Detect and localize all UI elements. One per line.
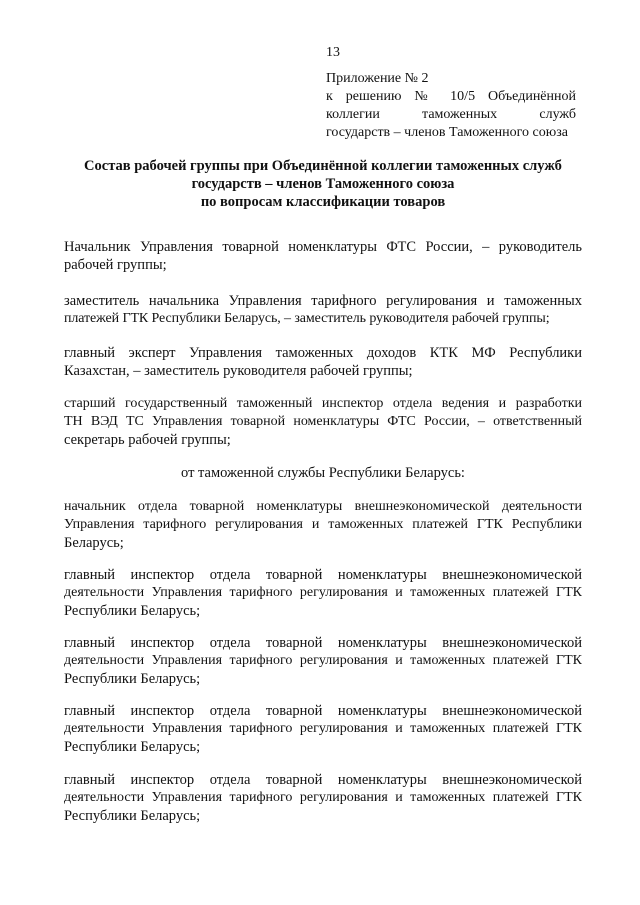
member-paragraph (64, 344, 582, 380)
member-line: Республики Беларусь; (64, 671, 201, 687)
belarus-member-paragraph (64, 702, 582, 756)
member-line: главный эксперт Управления таможенных доходов КТК МФ Республики (64, 345, 582, 361)
appendix-reference (326, 70, 576, 142)
member-paragraph (64, 238, 582, 274)
member-line: деятельности Управления тарифного регулирования и таможенных платежей ГТК (64, 721, 582, 736)
appendix-line: к решению № 10/5 Объединённой (326, 89, 576, 104)
belarus-member-paragraph (64, 634, 582, 688)
member-line: старший государственный таможенный инспектор отдела ведения и разработки (64, 396, 582, 411)
member-line: ТН ВЭД ТС Управления товарной номенклатуры ФТС России, – ответственный (64, 414, 582, 429)
member-line: главный инспектор отдела товарной номенклатуры внешнеэкономической (64, 703, 582, 719)
member-line: главный инспектор отдела товарной номенклатуры внешнеэкономической (64, 635, 582, 651)
member-line: заместитель начальника Управления тарифного регулирования и таможенных (64, 293, 582, 309)
member-line: Начальник Управления товарной номенклатуры ФТС России, – руководитель (64, 239, 582, 255)
member-paragraph (64, 395, 582, 449)
appendix-line: государств – членов Таможенного союза (326, 125, 568, 140)
title-line: по вопросам классификации товаров (200, 194, 446, 210)
section-heading: от таможенной службы Республики Беларусь: (181, 465, 465, 481)
belarus-member-paragraph (64, 566, 582, 620)
title-line: Состав рабочей группы при Объединённой коллегии таможенных служб (84, 158, 562, 174)
document-title (64, 157, 582, 211)
member-line: главный инспектор отдела товарной номенклатуры внешнеэкономической (64, 772, 582, 788)
member-line: деятельности Управления тарифного регулирования и таможенных платежей ГТК (64, 585, 582, 600)
member-line: деятельности Управления тарифного регулирования и таможенных платежей ГТК (64, 790, 582, 805)
member-line: секретарь рабочей группы; (64, 432, 231, 448)
page-number: 13 (326, 45, 340, 60)
belarus-member-paragraph (64, 498, 582, 552)
appendix-line: коллегии таможенных служб (326, 107, 576, 122)
member-line: Республики Беларусь; (64, 808, 201, 824)
member-line: платежей ГТК Республики Беларусь, – заместитель руководителя рабочей группы; (64, 311, 550, 326)
title-line: государств – членов Таможенного союза (191, 176, 455, 192)
member-line: главный инспектор отдела товарной номенклатуры внешнеэкономической (64, 567, 582, 583)
member-line: рабочей группы; (64, 257, 167, 273)
member-line: Республики Беларусь; (64, 739, 201, 755)
appendix-line: Приложение № 2 (326, 71, 429, 86)
member-line: Казахстан, – заместитель руководителя рабочей группы; (64, 363, 413, 379)
member-line: Беларусь; (64, 535, 124, 551)
member-line: Республики Беларусь; (64, 603, 201, 619)
member-line: Управления тарифного регулирования и таможенных платежей ГТК Республики (64, 517, 582, 532)
member-paragraph (64, 292, 582, 328)
member-line: начальник отдела товарной номенклатуры внешнеэкономической деятельности (64, 499, 582, 514)
belarus-member-paragraph (64, 771, 582, 825)
member-line: деятельности Управления тарифного регулирования и таможенных платежей ГТК (64, 653, 582, 668)
